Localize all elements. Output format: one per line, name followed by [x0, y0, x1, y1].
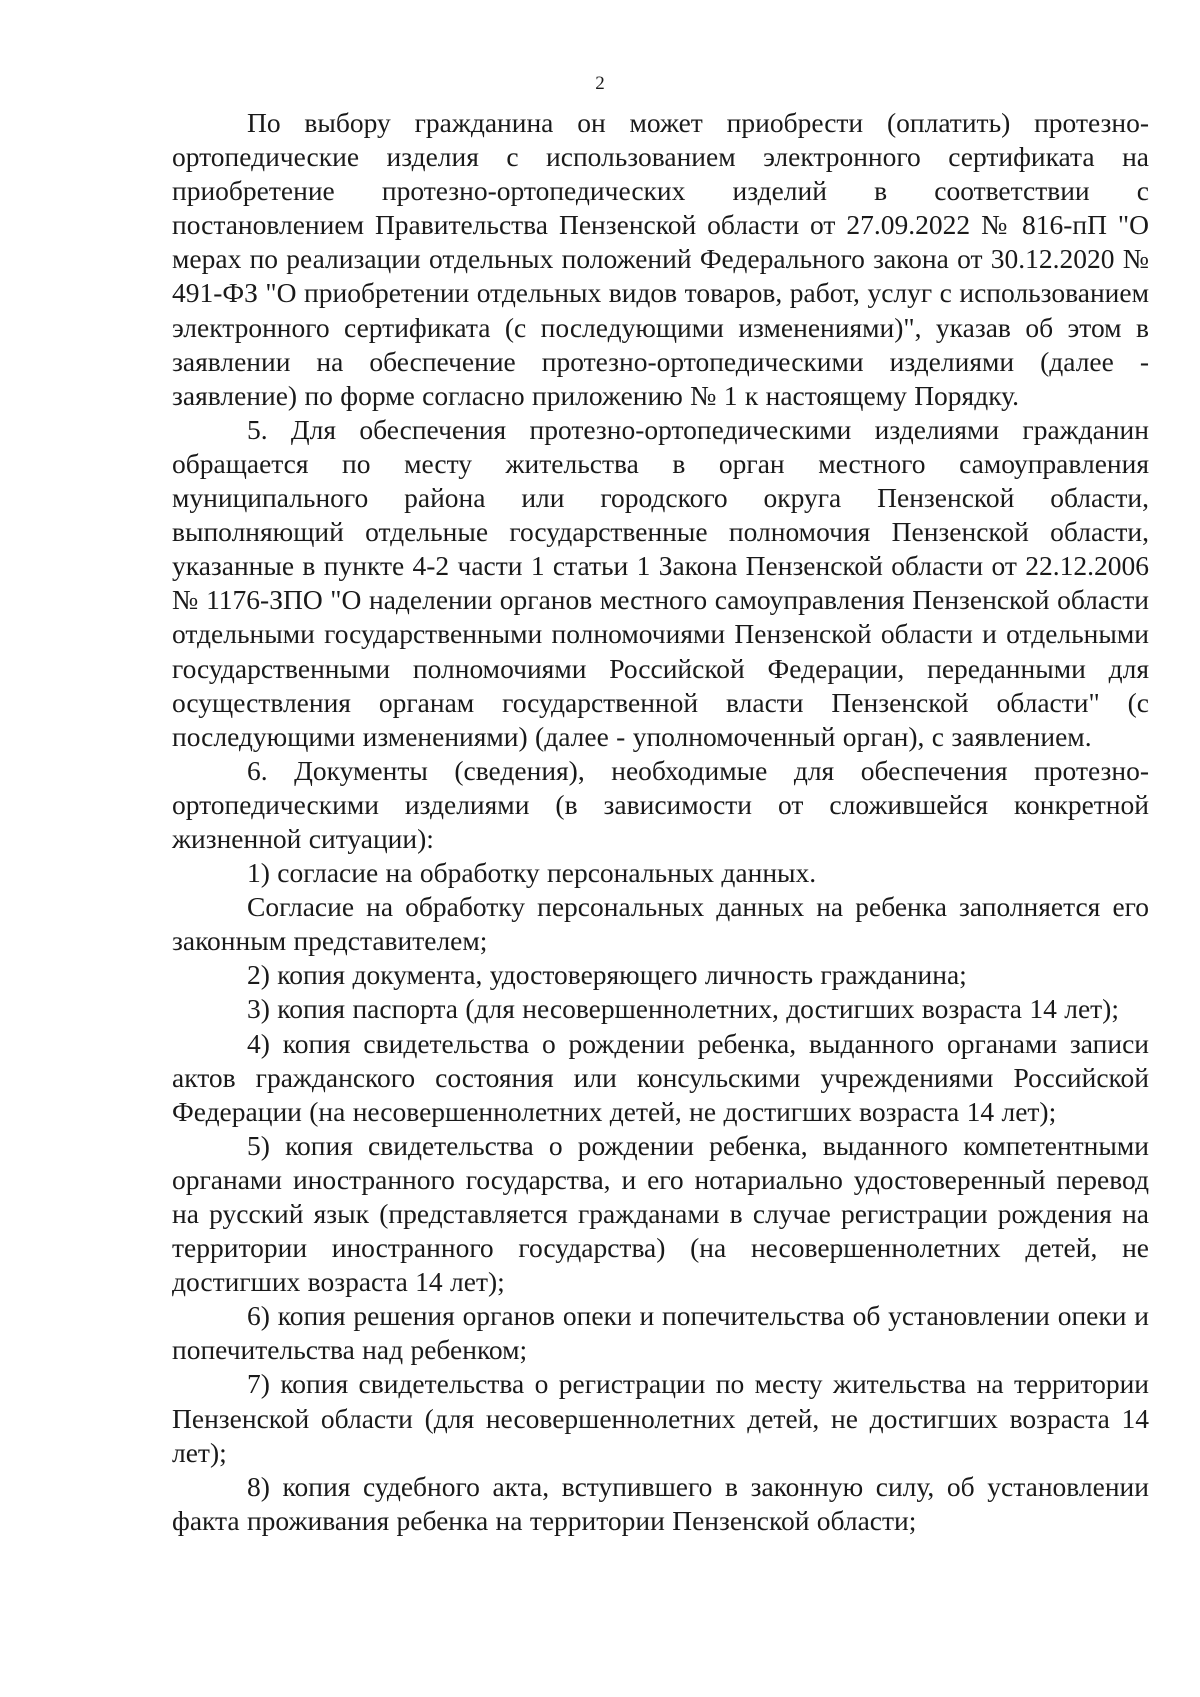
list-item-2: 2) копия документа, удостоверяющего личность гражданина; [247, 959, 967, 991]
page-number: 2 [595, 73, 605, 94]
list-item-5: 5) копия свидетельства о рождении ребенка, выданного компетентными органами иностранного государства, и его нотариально удостоверенный перевод на русский язык (представляется гражданами в случае регистрации рождения на территории иностранного государства) (на несовершеннолетних детей, не достигших возраста 14 лет); [172, 1129, 1149, 1298]
document-body [172, 106, 1149, 1538]
list-item-8: 8) копия судебного акта, вступившего в законную силу, об установлении факта проживания ребенка на территории Пензенской области; [172, 1470, 1149, 1536]
paragraph-consent-note: Согласие на обработку персональных данных на ребенка заполняется его законным представителем; [172, 891, 1149, 957]
list-item-3: 3) копия паспорта (для несовершеннолетних, достигших возраста 14 лет); [247, 993, 1119, 1025]
list-item-4: 4) копия свидетельства о рождении ребенка, выданного органами записи актов гражданского состояния или консульскими учреждениями Российской Федерации (на несовершеннолетних детей, не достигших возраста 14 лет); [172, 1027, 1149, 1127]
paragraph-item-5: 5. Для обеспечения протезно-ортопедическими изделиями гражданин обращается по месту жительства в орган местного самоуправления муниципального района или городского округа Пензенской области, выполняющий отдельные государственные полномочия Пензенской области, указанные в пункте 4-2 части 1 статьи 1 Закона Пензенской области от 22.12.2006 № 1176-ЗПО "О наделении органов местного самоуправления Пензенской области отдельными государственными полномочиями Пензенской области и отдельными государственными полномочиями Российской Федерации, переданными для осуществления органам государственной власти Пензенской области" (с последующими изменениями) (далее - уполномоченный орган), с заявлением. [172, 413, 1149, 752]
paragraph-item-6: 6. Документы (сведения), необходимые для обеспечения протезно-ортопедическими изделиями (в зависимости от сложившейся конкретной жизненной ситуации): [172, 754, 1149, 854]
list-item-7: 7) копия свидетельства о регистрации по месту жительства на территории Пензенской области (для несовершеннолетних детей, не достигших возраста 14 лет); [172, 1368, 1149, 1468]
list-item-1: 1) согласие на обработку персональных данных. [247, 857, 817, 889]
paragraph-certificate-option: По выбору гражданина он может приобрести (оплатить) протезно-ортопедические изделия с использованием электронного сертификата на приобретение протезно-ортопедических изделий в соответствии с постановлением Правительства Пензенской области от 27.09.2022 № 816-пП "О мерах по реализации отдельных положений Федерального закона от 30.12.2020 № 491-ФЗ "О приобретении отдельных видов товаров, работ, услуг с использованием электронного сертификата (с последующими изменениями)", указав об этом в заявлении на обеспечение протезно-ортопедическими изделиями (далее - заявление) по форме согласно приложению № 1 к настоящему Порядку. [172, 107, 1149, 411]
list-item-6: 6) копия решения органов опеки и попечительства об установлении опеки и попечительства над ребенком; [172, 1300, 1149, 1366]
